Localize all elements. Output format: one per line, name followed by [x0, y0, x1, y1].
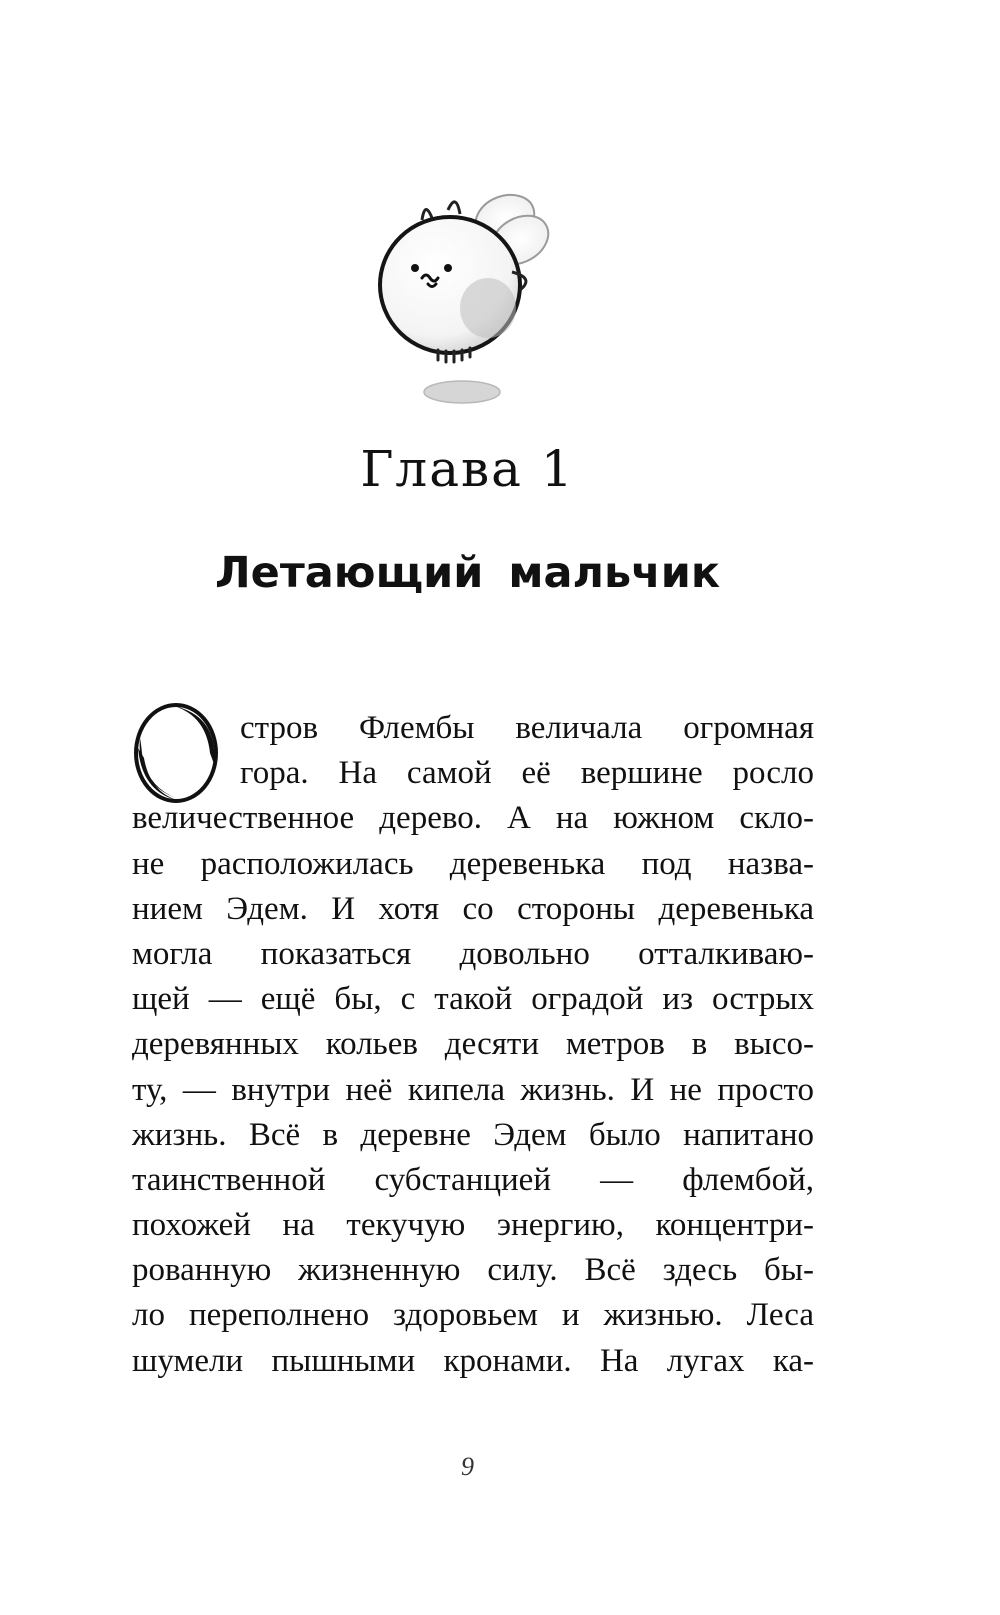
text-line: ло переполнено здоровьем и жизнью. Леса — [132, 1297, 814, 1334]
bee-creature-illustration — [370, 180, 600, 430]
text-line: таинственной субстанцией — флембой, — [132, 1161, 814, 1198]
text-line: стров Флембы величала огромная — [240, 710, 814, 746]
chapter-body-text — [132, 706, 814, 1384]
text-line: щей — ещё бы, с такой оградой из острых — [132, 981, 814, 1018]
text-line: рованную жизненную силу. Всё здесь бы- — [132, 1252, 814, 1289]
page-number: 9 — [461, 1452, 474, 1481]
text-line: величественное дерево. А на южном скло- — [132, 800, 814, 837]
text-line: похожей на текучую энергию, концентри- — [132, 1207, 814, 1244]
text-line: шумели пышными кронами. На лугах ка- — [132, 1342, 814, 1379]
text-line: гора. На самой её вершине росло — [240, 755, 814, 792]
text-line: не расположилась деревенька под назва- — [132, 845, 814, 882]
chapter-title: Летающий мальчик — [214, 548, 721, 598]
chapter-number: Глава 1 — [360, 440, 575, 498]
text-line: могла показаться довольно отталкиваю- — [132, 935, 814, 972]
text-line: нием Эдем. И хотя со стороны деревенька — [132, 890, 814, 927]
text-line: жизнь. Всё в деревне Эдем было напитано — [132, 1116, 814, 1153]
text-line: ту, — внутри неё кипела жизнь. И не просто — [132, 1071, 814, 1108]
text-line: деревянных кольев десяти метров в высо- — [132, 1026, 814, 1063]
